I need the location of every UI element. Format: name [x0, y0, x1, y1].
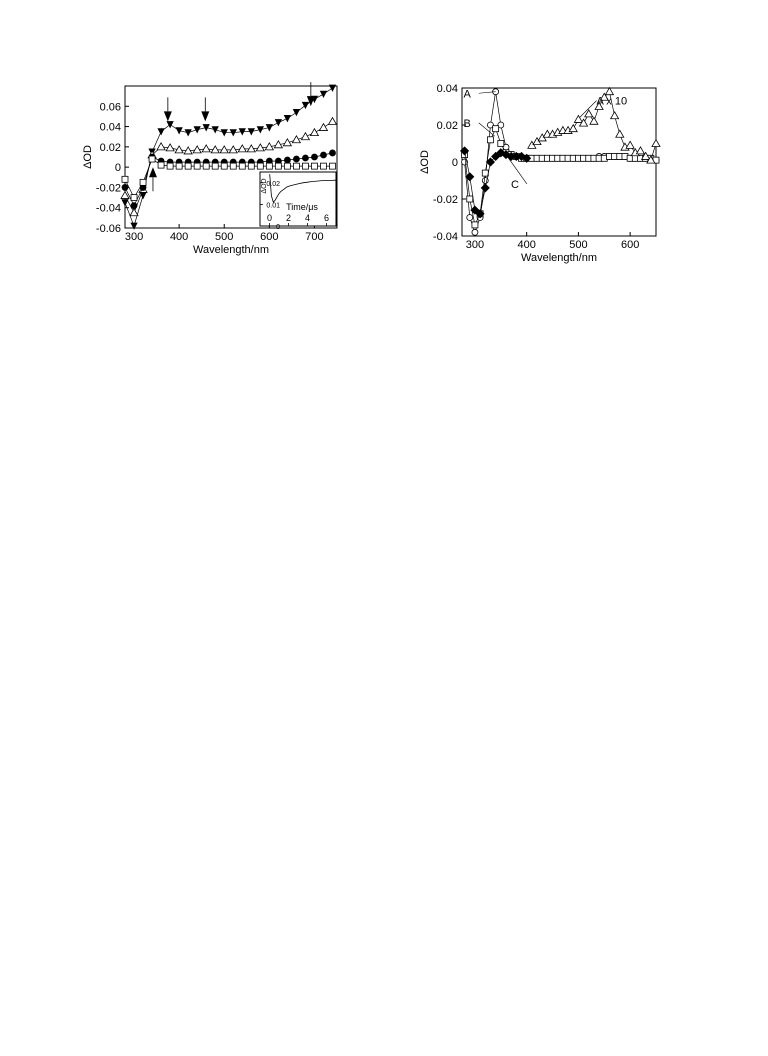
data-point	[293, 156, 299, 162]
data-point	[569, 125, 577, 132]
data-point	[167, 163, 173, 169]
x-tick-label: 500	[215, 231, 234, 243]
inset-x-axis-label: Time/μs	[286, 202, 318, 212]
data-point	[284, 157, 290, 163]
y-tick-label: -0.06	[95, 223, 121, 235]
data-point	[616, 130, 624, 137]
data-point	[310, 129, 318, 136]
data-point	[320, 91, 326, 97]
data-point	[238, 145, 246, 152]
data-point	[266, 163, 272, 169]
data-point	[590, 117, 598, 124]
data-point	[131, 203, 137, 209]
data-point	[636, 147, 644, 154]
label-text: A	[463, 88, 471, 101]
data-point	[320, 152, 326, 158]
data-point	[472, 229, 478, 235]
data-point	[131, 195, 137, 201]
data-point	[185, 130, 191, 136]
y-tick-label: -0.04	[95, 202, 121, 215]
x-tick-label: 600	[260, 231, 279, 243]
data-point	[149, 156, 155, 162]
data-point	[301, 133, 309, 140]
data-point	[202, 145, 210, 152]
data-point	[487, 137, 493, 143]
data-point	[257, 127, 263, 133]
data-point	[275, 163, 281, 169]
x-axis-label: Wavelength/nm	[192, 244, 270, 256]
x-axis-label: Wavelength/nm	[520, 252, 598, 264]
data-point	[605, 88, 613, 95]
data-point	[472, 222, 478, 228]
series-label	[463, 88, 495, 100]
data-point	[266, 125, 272, 131]
inset-y-axis-label: ΔOD	[261, 178, 268, 194]
inset-x-tick-label: 6	[323, 213, 330, 223]
data-point	[328, 118, 336, 125]
data-point	[122, 184, 128, 190]
arrow-up-marker	[149, 167, 157, 191]
data-point	[167, 122, 173, 128]
x-tick-label: 300	[465, 239, 485, 251]
chart-left	[82, 82, 337, 256]
data-point	[122, 200, 128, 206]
data-point	[122, 176, 128, 182]
data-point	[302, 155, 308, 161]
y-tick-label: 0.02	[436, 120, 458, 132]
data-point	[481, 184, 489, 192]
data-point	[248, 163, 254, 169]
data-point	[292, 136, 300, 143]
label-text: C	[510, 178, 519, 191]
x-tick-label: 600	[620, 239, 640, 251]
data-point	[275, 120, 281, 126]
data-point	[467, 196, 473, 202]
data-point	[140, 179, 146, 185]
y-tick-label: -0.04	[432, 231, 458, 243]
inset-y-tick-label: 0.02	[266, 180, 280, 188]
chart-right	[419, 83, 660, 264]
data-point	[158, 129, 164, 135]
inset-y-tick-label: 0.01	[266, 202, 280, 210]
x-tick-label: 400	[169, 231, 189, 243]
label-text: A x 10	[596, 95, 628, 108]
y-axis-label: ΔOD	[419, 150, 431, 174]
data-point	[185, 163, 191, 169]
data-point	[212, 163, 218, 169]
data-point	[467, 215, 473, 221]
data-point	[320, 163, 326, 169]
y-tick-label: -0.02	[432, 194, 458, 206]
y-tick-label: 0	[114, 162, 121, 175]
data-point	[176, 163, 182, 169]
y-axis-label: ΔOD	[82, 145, 94, 169]
data-point	[203, 125, 209, 131]
data-point	[329, 85, 335, 91]
inset-x-tick-label: 0	[266, 213, 273, 223]
x-tick-label: 300	[124, 231, 144, 243]
data-point	[498, 141, 504, 147]
x-tick-label: 400	[517, 239, 536, 251]
inset-x-tick-label: 4	[304, 213, 311, 223]
arrow-down-marker	[201, 97, 209, 121]
inset-plot	[260, 172, 336, 231]
y-tick-label: 0	[451, 157, 458, 169]
data-point	[212, 127, 218, 133]
data-point	[158, 162, 164, 168]
data-point	[283, 139, 291, 146]
data-point	[257, 163, 263, 169]
data-point	[284, 115, 290, 121]
y-tick-label: 0.06	[99, 101, 121, 114]
y-tick-label: 0.04	[99, 121, 121, 134]
data-point	[284, 163, 290, 169]
data-point	[611, 112, 619, 119]
arrow-head	[201, 111, 209, 121]
data-point	[220, 146, 228, 153]
arrow-down-marker	[164, 97, 172, 121]
data-point	[194, 127, 200, 133]
data-point	[157, 143, 165, 150]
y-tick-label: 0.04	[436, 83, 458, 95]
data-series	[462, 126, 659, 228]
data-point	[311, 154, 317, 160]
y-tick-label: 0.02	[99, 141, 121, 154]
data-point	[293, 109, 299, 115]
data-point	[482, 170, 488, 176]
data-point	[302, 163, 308, 169]
data-point	[203, 163, 209, 169]
data-point	[329, 163, 335, 169]
inset-y-tick-label: 0	[276, 224, 280, 231]
data-point	[329, 150, 335, 156]
x-tick-label: 500	[569, 239, 588, 251]
inset-x-tick-label: 2	[285, 213, 292, 223]
arrow-head	[164, 111, 172, 121]
data-point	[230, 163, 236, 169]
data-point	[652, 140, 660, 147]
data-point	[493, 126, 499, 132]
y-tick-label: -0.02	[95, 182, 121, 195]
data-point	[194, 163, 200, 169]
arrow-head	[149, 167, 157, 177]
series-line	[532, 92, 656, 161]
data-point	[319, 124, 327, 131]
data-point	[293, 163, 299, 169]
data-point	[239, 163, 245, 169]
data-point	[176, 128, 182, 134]
data-series	[528, 88, 660, 163]
data-point	[626, 141, 634, 148]
data-point	[130, 209, 138, 216]
label-text: B	[463, 117, 471, 130]
x-tick-label: 700	[305, 231, 324, 243]
data-point	[574, 115, 582, 122]
data-point	[221, 163, 227, 169]
data-point	[311, 163, 317, 169]
